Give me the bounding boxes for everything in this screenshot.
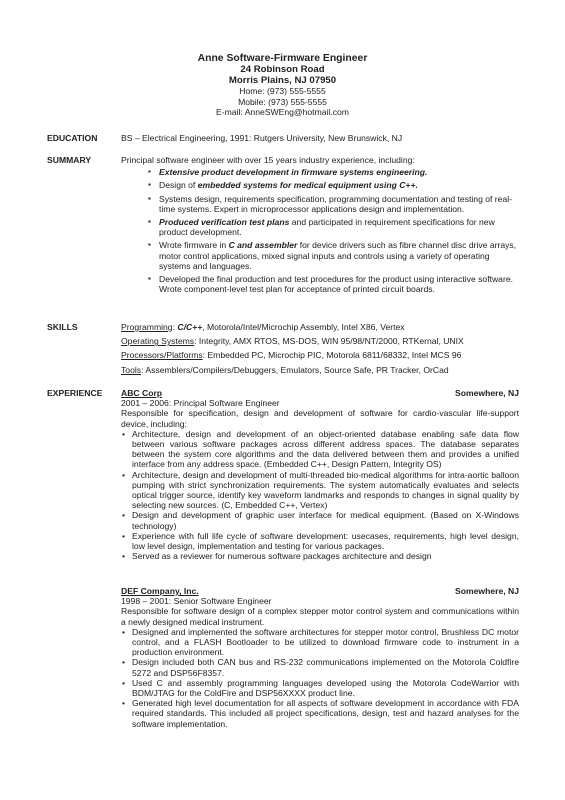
job-dates: 1998 – 2001: Senior Software Engineer: [121, 596, 272, 607]
education-entry: BS – Electrical Engineering, 1991: Rutgers University, New Brunswick, NJ: [121, 133, 403, 143]
mobile-phone: Mobile: (973) 555-5555: [238, 96, 327, 107]
skill-line: Tools: Assemblers/Compilers/Debuggers, Emulators, Source Safe, PR Tracker, OrCad: [121, 364, 449, 375]
summary-label: SUMMARY: [47, 155, 92, 165]
job-bullets: [121, 627, 519, 729]
job-dates: 2001 – 2006: Principal Software Engineer: [121, 398, 280, 409]
city-state-zip: Morris Plains, NJ 07950: [228, 74, 337, 86]
summary-item: ▪ Extensive product development in firmware systems engineering.: [121, 167, 519, 177]
summary-item: ▪ Systems design, requirements specification, programming documentation and testing of real-time systems. Expert in microprocessor applications design and implementation.: [121, 194, 519, 214]
skill-line: Programming: C/C++, Motorola/Intel/Microchip Assembly, Intel X86, Vertex: [121, 322, 405, 332]
email-address: E-mail: AnneSWEng@hotmail.com: [216, 107, 349, 118]
job-bullets: [121, 429, 519, 562]
summary-item: ▪ Wrote firmware in C and assembler for device drivers such as fibre channel disc drive arrays, motor control applications, mixed signal inputs and controls using a variety of operating systems and languages.: [121, 240, 519, 271]
job-bullet: • Experience with full life cycle of software development: usecases, requirements, high level design, low level design, implementation and testing for various packages.: [121, 531, 519, 551]
job-def: [121, 586, 519, 729]
skills-section: [121, 322, 519, 379]
job-bullet: • Design and development of graphic user interface for medical equipment. (Based on X-Windows technology): [121, 510, 519, 530]
job-bullet: • Architecture, design and development of an object-oriented database enabling safe data flow between various software packages across different address spaces. The database separates between the system core algorithms and the data delivered between them and provides a unified interface from any address space. (Embedded C++, Design Pattern, Integrity OS): [121, 429, 519, 470]
summary-section: [121, 155, 519, 297]
summary-intro: Principal software engineer with over 15 years industry experience, including:: [121, 155, 415, 165]
skills-label: SKILLS: [47, 322, 78, 332]
job-location: Somewhere, NJ: [455, 586, 519, 596]
job-abc: [121, 388, 519, 561]
company-name: DEF Company, Inc.: [121, 586, 199, 596]
job-heading: [121, 586, 519, 596]
summary-list: [121, 167, 519, 294]
home-phone: Home: (973) 555-5555: [239, 86, 326, 97]
job-bullet: • Architecture, design and development of multi-threaded bio-medical algorithms for intra-aortic balloon pumping with strict synchronization requirements. The system automatically evaluates and selects optical trigger source, identify key waveform landmarks and responds to changes in signal quality by selecting new sources. (C, Embedded C++, Vertex): [121, 470, 519, 511]
summary-item: ▪ Design of embedded systems for medical equipment using C++.: [121, 180, 519, 190]
company-name: ABC Corp: [121, 388, 163, 398]
skill-line: Processors/Platforms: Embedded PC, Microchip PIC, Motorola 6811/68332, Intel MCS 96: [121, 350, 462, 361]
experience-label: EXPERIENCE: [47, 388, 103, 398]
job-bullet: • Used C and assembly programming languages developed using the Motorola CodeWarrior with BDM/JTAG for the ColdFire and DSP56XXXX product line.: [121, 678, 519, 698]
candidate-name: Anne Software-Firmware Engineer: [197, 53, 368, 64]
summary-item: ▪ Developed the final production and test procedures for the product using interactive software. Wrote component-level test plan for acceptance of printed circuit boards.: [121, 274, 519, 294]
job-responsibility: Responsible for specification, design and development of software for cardio-vascular life-support device, including:: [121, 408, 519, 429]
summary-item: ▪ Produced verification test plans and participated in requirement specifications for new product development.: [121, 217, 519, 237]
job-bullet: • Served as a reviewer for numerous software packages architecture and design: [121, 551, 519, 561]
job-heading: [121, 388, 519, 398]
job-bullet: • Designed and implemented the software architectures for stepper motor control, Brushless DC motor control, and a FLASH Bootloader to be utilized to download firmware code to instrument in a production environment.: [121, 627, 519, 658]
job-bullet: • Design included both CAN bus and RS-232 communications implemented on the Motorola Coldfire 5272 and DSP56F8357.: [121, 657, 519, 677]
resume-header: [0, 53, 565, 118]
education-label: EDUCATION: [47, 133, 98, 143]
job-bullet: • Generated high level documentation for all aspects of software development in accordance with FDA required standards. This included all project specifications, design, test and hazard analyses for the software implementation.: [121, 698, 519, 729]
skill-line: Operating Systems: Integrity, AMX RTOS, MS-DOS, WIN 95/98/NT/2000, RTKernal, UNIX: [121, 336, 464, 347]
job-location: Somewhere, NJ: [455, 388, 519, 398]
job-responsibility: Responsible for software design of a complex stepper motor control system and communications within a newly designed medical instrument.: [121, 606, 519, 627]
street-address: 24 Robinson Road: [240, 64, 325, 75]
